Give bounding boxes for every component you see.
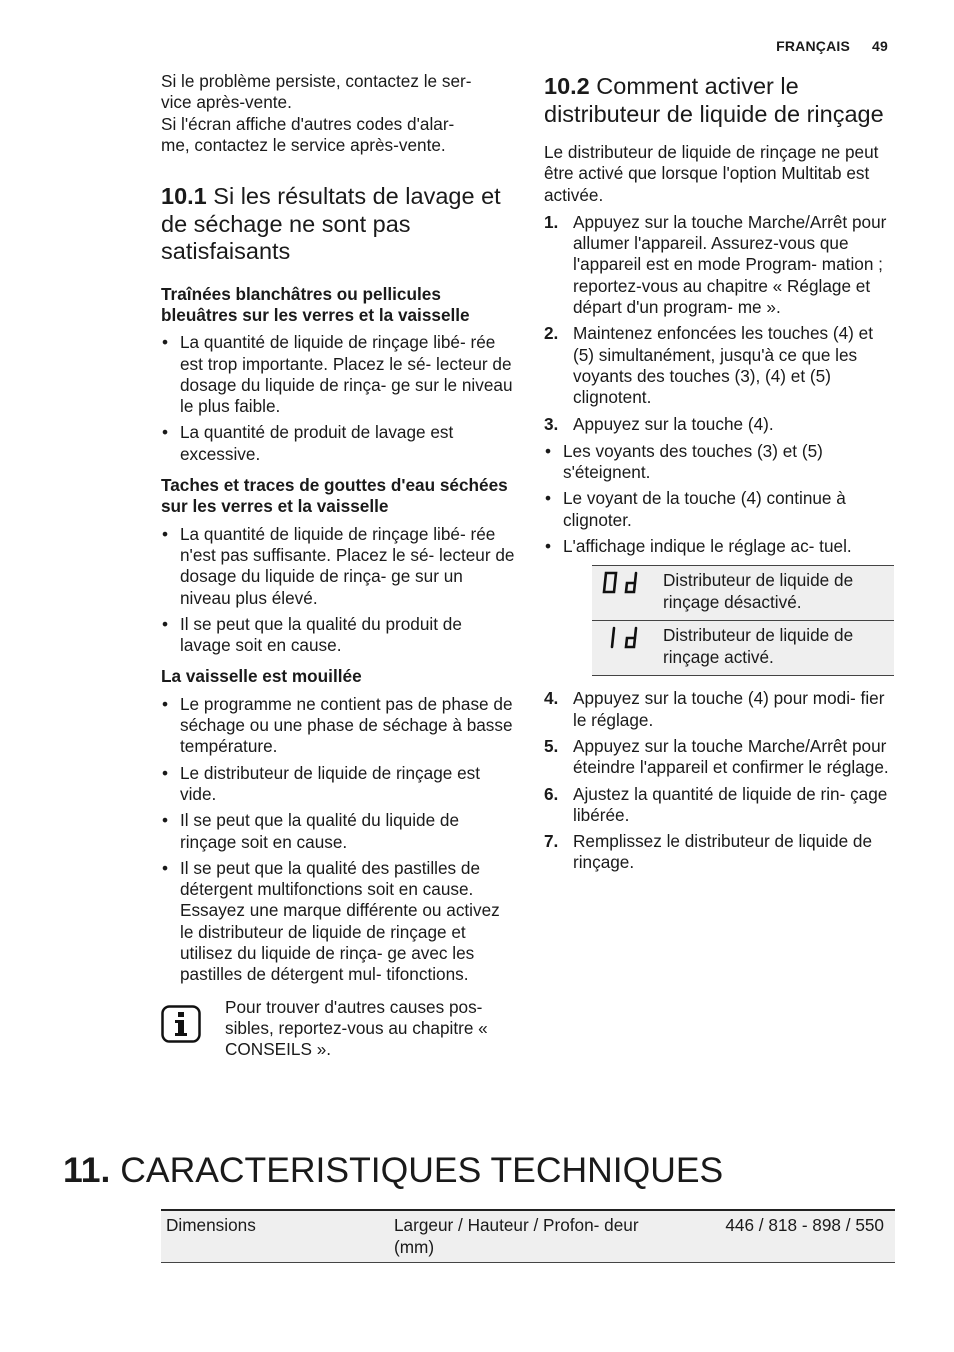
step-item [544, 831, 894, 874]
step-text: Appuyez sur la touche Marche/Arrêt pour allumer l'appareil. Assurez-vous que l'appareil est en mode Program- mation ; reportez-vous au chapitre « Réglage et départ d'un program- me ». [573, 211, 887, 318]
step-item [544, 736, 894, 779]
section-title: Si les résultats de lavage et de séchage ne sont pas satisfaisants [161, 183, 501, 265]
page-number: 49 [872, 38, 888, 54]
left-column [161, 71, 516, 1060]
intro-line: vice après-vente. [161, 92, 292, 113]
info-icon [161, 1005, 207, 1049]
step-number: 3. [544, 413, 559, 434]
table-cell: Distributeur de liquide de rinçage activé. [663, 625, 854, 667]
intro-line: me, contactez le service après-vente. [161, 134, 446, 155]
intro-line: Si le problème persiste, contactez le ser- [161, 71, 472, 91]
bullet-list [161, 524, 516, 657]
seven-segment-0d-icon [600, 570, 644, 596]
seven-segment-1d-icon [600, 625, 644, 651]
list-item: • La quantité de liquide de rinçage libé- rée est trop importante. Placez le sé- lecteur de dosage du liquide de rinça- ge sur le niveau le plus faible. [161, 332, 516, 417]
bullet-list [544, 441, 894, 557]
chapter-title: CARACTERISTIQUES TECHNIQUES [120, 1150, 724, 1190]
chapter-number: 11. [63, 1150, 111, 1190]
step-item [544, 323, 894, 408]
step-text: Appuyez sur la touche (4) pour modi- fier le réglage. [573, 688, 885, 730]
step-number: 1. [544, 211, 559, 232]
spec-value: 446 / 818 - 898 / 550 [725, 1215, 884, 1235]
step-text: Maintenez enfoncées les touches (4) et (5) simultanément, jusqu'à ce que les voyants des touches (3), (4) et (5) clignotent. [573, 323, 874, 408]
subheading: La vaisselle est mouillée [161, 666, 362, 687]
subheading: Traînées blanchâtres ou pellicules bleuâtres sur les verres et la vaisselle [161, 283, 470, 325]
step-number: 5. [544, 735, 559, 756]
spec-description: Largeur / Hauteur / Profon- deur (mm) [394, 1215, 639, 1257]
list-item: • Il se peut que la qualité des pastilles de détergent multifonctions soit en cause. Essayez une marque différente ou activez le distributeur de liquide de rinçage et utilisez du liquide de rinça- ge avec les pastilles de détergent mul- tifonctions. [161, 858, 516, 986]
chapter-11-title [63, 1148, 723, 1192]
step-text: Ajustez la quantité de liquide de rin- çage libérée. [573, 783, 888, 825]
display-table [592, 565, 894, 676]
step-text: Remplissez le distributeur de liquide de rinçage. [573, 831, 873, 873]
step-item [544, 212, 894, 318]
display-code-1d [592, 621, 663, 675]
step-text: Appuyez sur la touche (4). [573, 413, 774, 434]
table-row [592, 621, 894, 676]
list-item: • Le voyant de la touche (4) continue à clignoter. [544, 488, 894, 531]
step-number: 7. [544, 831, 559, 852]
section-10-1-heading [161, 183, 516, 266]
spec-label: Dimensions [166, 1215, 256, 1235]
section-number: 10.2 [544, 73, 590, 99]
section-intro: Le distributeur de liquide de rinçage ne peut être activé que lorsque l'option Multitab est activée. [544, 142, 879, 205]
step-number: 6. [544, 783, 559, 804]
page-header [754, 38, 888, 54]
display-code-0d [592, 566, 663, 620]
bullet-list [161, 694, 516, 986]
step-number: 4. [544, 688, 559, 709]
list-item: • Les voyants des touches (3) et (5) s'éteignent. [544, 441, 894, 484]
section-number: 10.1 [161, 183, 207, 210]
table-row [592, 566, 894, 621]
list-item: • Le distributeur de liquide de rinçage est vide. [161, 763, 516, 806]
step-item [544, 414, 894, 435]
steps-list [544, 212, 894, 435]
table-cell: Distributeur de liquide de rinçage désactivé. [663, 570, 854, 612]
header-language: FRANÇAIS [776, 38, 851, 54]
list-item: • Le programme ne contient pas de phase de séchage ou une phase de séchage à basse température. [161, 694, 516, 758]
list-item: • La quantité de produit de lavage est excessive. [161, 422, 516, 465]
list-item: • Il se peut que la qualité du liquide de rinçage soit en cause. [161, 810, 516, 853]
subheading: Taches et traces de gouttes d'eau séchées sur les verres et la vaisselle [161, 475, 508, 517]
section-10-2-heading [544, 73, 894, 128]
list-item: • Il se peut que la qualité du produit de lavage soit en cause. [161, 614, 516, 657]
step-item [544, 784, 894, 827]
specs-table-row [161, 1209, 895, 1263]
intro-line: Si l'écran affiche d'autres codes d'alar- [161, 113, 455, 134]
list-item: • L'affichage indique le réglage ac- tuel. [544, 536, 894, 557]
step-number: 2. [544, 323, 559, 344]
right-column [544, 73, 894, 874]
section-title: Comment activer le distributeur de liquide de rinçage [544, 73, 884, 127]
step-item [544, 688, 894, 731]
bullet-list [161, 332, 516, 465]
note-text: Pour trouver d'autres causes pos- sibles, reportez-vous au chapitre « CONSEILS ». [225, 996, 488, 1060]
list-item: • La quantité de liquide de rinçage libé- rée n'est pas suffisante. Placez le sé- lecteur de dosage du liquide de rinça- ge sur un niveau plus élevé. [161, 524, 516, 609]
step-text: Appuyez sur la touche Marche/Arrêt pour éteindre l'appareil et confirmer le réglage. [573, 735, 889, 778]
steps-list [544, 688, 894, 873]
info-note [161, 997, 516, 1061]
